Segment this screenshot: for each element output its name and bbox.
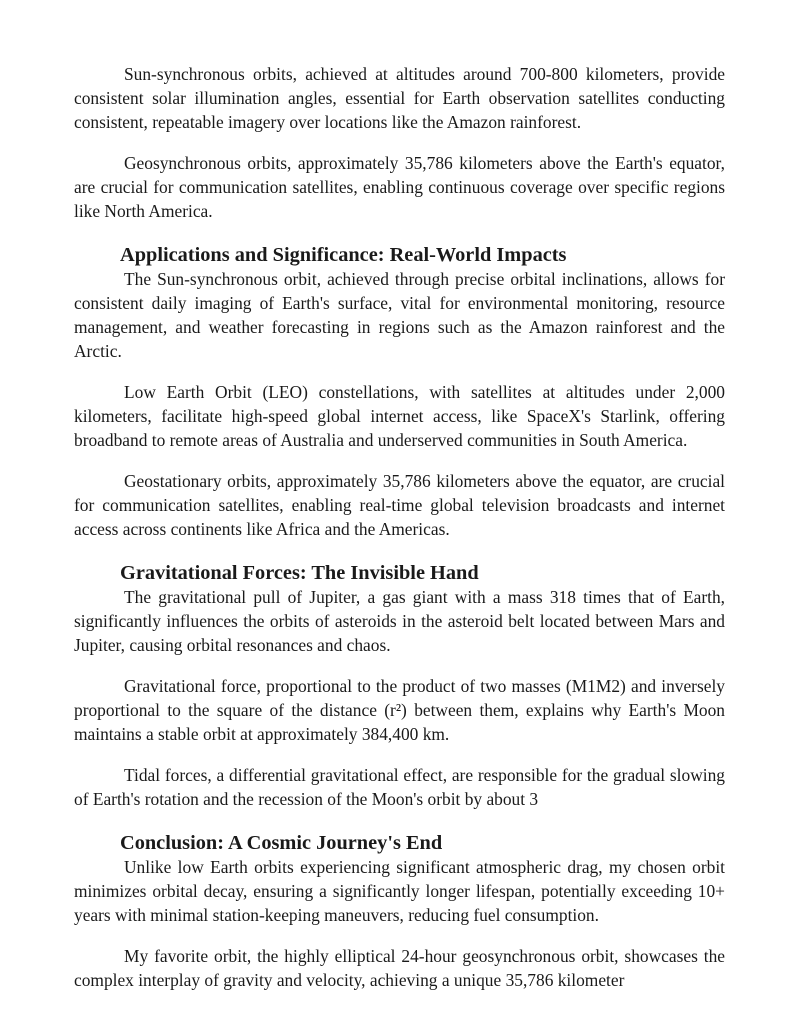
paragraph: Unlike low Earth orbits experiencing significant atmospheric drag, my chosen orbit minimizes orbital decay, ensuring a significantly longer lifespan, potentially exceeding 10+ years with minimal station-keeping maneuvers, reducing fuel consumption.: [74, 857, 725, 925]
paragraph: Gravitational force, proportional to the product of two masses (M1M2) and inversely proportional to the square of the distance (r²) between them, explains why Earth's Moon maintains a stable orbit at approximately 384,400 km.: [74, 676, 725, 744]
paragraph: The Sun-synchronous orbit, achieved through precise orbital inclinations, allows for consistent daily imaging of Earth's surface, vital for environmental monitoring, resource management, and weather forecasting in regions such as the Amazon rainforest and the Arctic.: [74, 269, 725, 361]
section-heading: Applications and Significance: Real-World Impacts: [120, 244, 567, 266]
paragraph: Sun-synchronous orbits, achieved at altitudes around 700-800 kilometers, provide consistent solar illumination angles, essential for Earth observation satellites conducting consistent, repeatable imagery over locations like the Amazon rainforest.: [74, 64, 725, 132]
document-body: [74, 62, 725, 992]
section-heading: Conclusion: A Cosmic Journey's End: [120, 832, 443, 854]
paragraph: Low Earth Orbit (LEO) constellations, with satellites at altitudes under 2,000 kilometers, facilitate high-speed global internet access, like SpaceX's Starlink, offering broadband to remote areas of Australia and underserved communities in South America.: [74, 382, 725, 450]
paragraph: Tidal forces, a differential gravitational effect, are responsible for the gradual slowing of Earth's rotation and the recession of the Moon's orbit by about 3: [74, 765, 725, 809]
paragraph: Geostationary orbits, approximately 35,786 kilometers above the equator, are crucial for communication satellites, enabling real-time global television broadcasts and internet access across continents like Africa and the Americas.: [74, 471, 725, 539]
paragraph: My favorite orbit, the highly elliptical 24-hour geosynchronous orbit, showcases the complex interplay of gravity and velocity, achieving a unique 35,786 kilometer: [74, 946, 725, 990]
section-heading: Gravitational Forces: The Invisible Hand: [120, 562, 479, 584]
paragraph: Geosynchronous orbits, approximately 35,786 kilometers above the Earth's equator, are crucial for communication satellites, enabling continuous coverage over specific regions like North America.: [74, 153, 725, 221]
paragraph: The gravitational pull of Jupiter, a gas giant with a mass 318 times that of Earth, significantly influences the orbits of asteroids in the asteroid belt located between Mars and Jupiter, causing orbital resonances and chaos.: [74, 587, 725, 655]
